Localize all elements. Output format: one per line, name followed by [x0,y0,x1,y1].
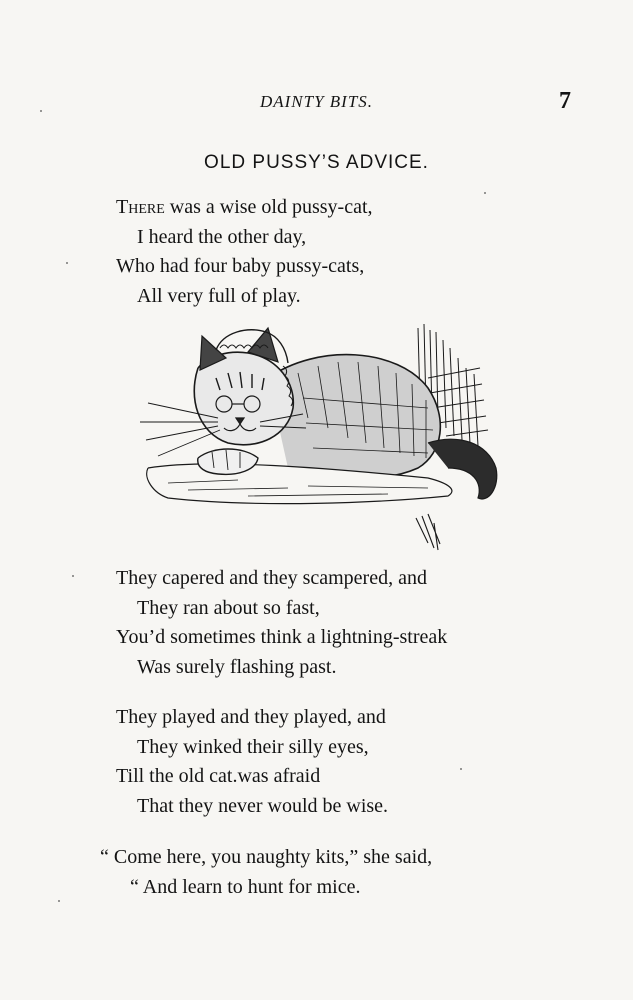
page-number: 7 [559,88,571,114]
poem-line: They ran about so fast, [137,596,320,619]
poem-title: OLD PUSSY’S ADVICE. [204,152,429,173]
poem-line: There was a wise old pussy-cat, [116,196,373,218]
poem-line: Who had four baby pussy-cats, [116,255,365,277]
paper-speck [58,900,60,902]
poem-line: “ Come here, you naughty kits,” she said, [100,846,433,868]
stanza-1 [0,193,633,311]
paper-speck [484,192,486,194]
poem-line: They played and they played, and [116,706,386,728]
poem-line: I heard the other day, [137,225,307,248]
paper-speck [72,575,74,577]
stanza-3 [0,703,633,821]
poem-line: They capered and they scampered, and [116,567,427,589]
paper-speck [66,262,68,264]
paper-speck [40,110,42,112]
poem-line: You’d sometimes think a lightning-streak [116,626,448,648]
running-head: DAINTY BITS. [259,92,374,111]
paper-speck [460,768,462,770]
poem-line: “ And learn to hunt for mice. [130,875,361,898]
drop-lead-word: There [116,196,165,218]
cat-in-bonnet-illustration [128,318,508,558]
poem-line: They winked their silly eyes, [137,735,369,758]
poem-line: Till the old cat.was afraid [116,765,321,787]
stanza-2 [0,564,633,682]
poem-line: All very full of play. [137,284,301,307]
stanza-4 [0,843,633,902]
poem-line: That they never would be wise. [137,794,389,817]
poem-line: Was surely flashing past. [137,655,337,678]
